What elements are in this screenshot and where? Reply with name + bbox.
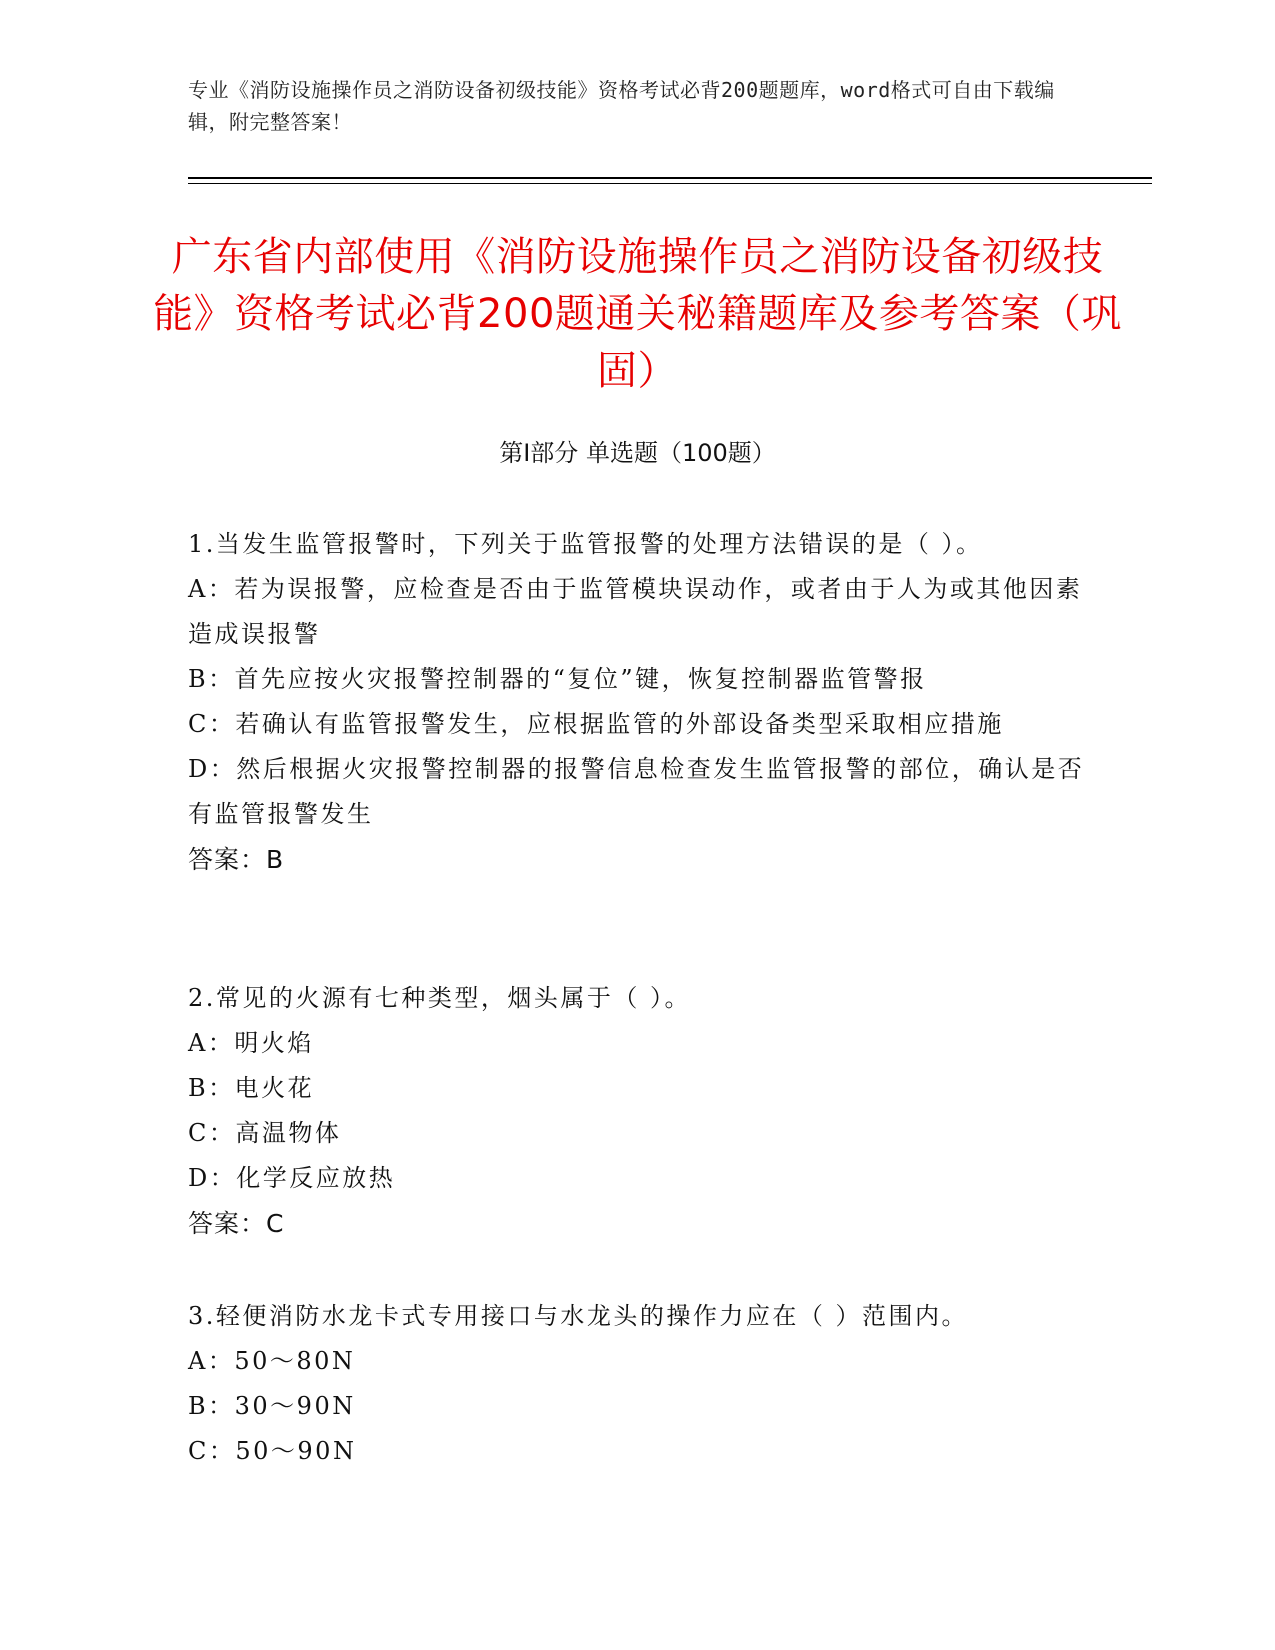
question-option: A：明火焰 [188, 1029, 314, 1057]
question-option: D：然后根据火灾报警控制器的报警信息检查发生监管报警的部位，确认是否有监管报警发生 [188, 755, 1085, 828]
question-option: C：高温物体 [188, 1119, 342, 1147]
document-title: 广东省内部使用《消防设施操作员之消防设备初级技能》资格考试必背200题通关秘籍题库及参考答案（巩固） [153, 234, 1122, 394]
header-note: 专业《消防设施操作员之消防设备初级技能》资格考试必背200题题库，word格式可自由下载编辑，附完整答案！ [188, 78, 1055, 134]
section-heading: 第I部分 单选题（100题） [499, 439, 776, 467]
question-answer: 答案：B [188, 845, 285, 874]
question-option: B：30～90N [188, 1392, 356, 1420]
question-option: C：若确认有监管报警发生，应根据监管的外部设备类型采取相应措施 [188, 710, 1004, 738]
header-divider-thin [188, 183, 1152, 184]
question-option: C：50～90N [188, 1437, 357, 1465]
question-item [188, 522, 1088, 882]
question-stem: 2.常见的火源有七种类型，烟头属于（ ）。 [188, 984, 692, 1012]
question-option: A：50～80N [188, 1347, 356, 1375]
question-option: B：电火花 [188, 1074, 315, 1102]
header-divider-thick [188, 177, 1152, 179]
question-answer: 答案：C [188, 1209, 285, 1238]
question-item [188, 1294, 1088, 1474]
question-item [188, 976, 1088, 1246]
question-option: D：化学反应放热 [188, 1164, 396, 1192]
question-stem: 3.轻便消防水龙卡式专用接口与水龙头的操作力应在（ ）范围内。 [188, 1302, 969, 1330]
question-stem: 1.当发生监管报警时，下列关于监管报警的处理方法错误的是（ ）。 [188, 530, 983, 558]
question-option: B：首先应按火灾报警控制器的“复位”键，恢复控制器监管警报 [188, 665, 927, 693]
question-option: A：若为误报警，应检查是否由于监管模块误动作，或者由于人为或其他因素造成误报警 [188, 575, 1083, 648]
